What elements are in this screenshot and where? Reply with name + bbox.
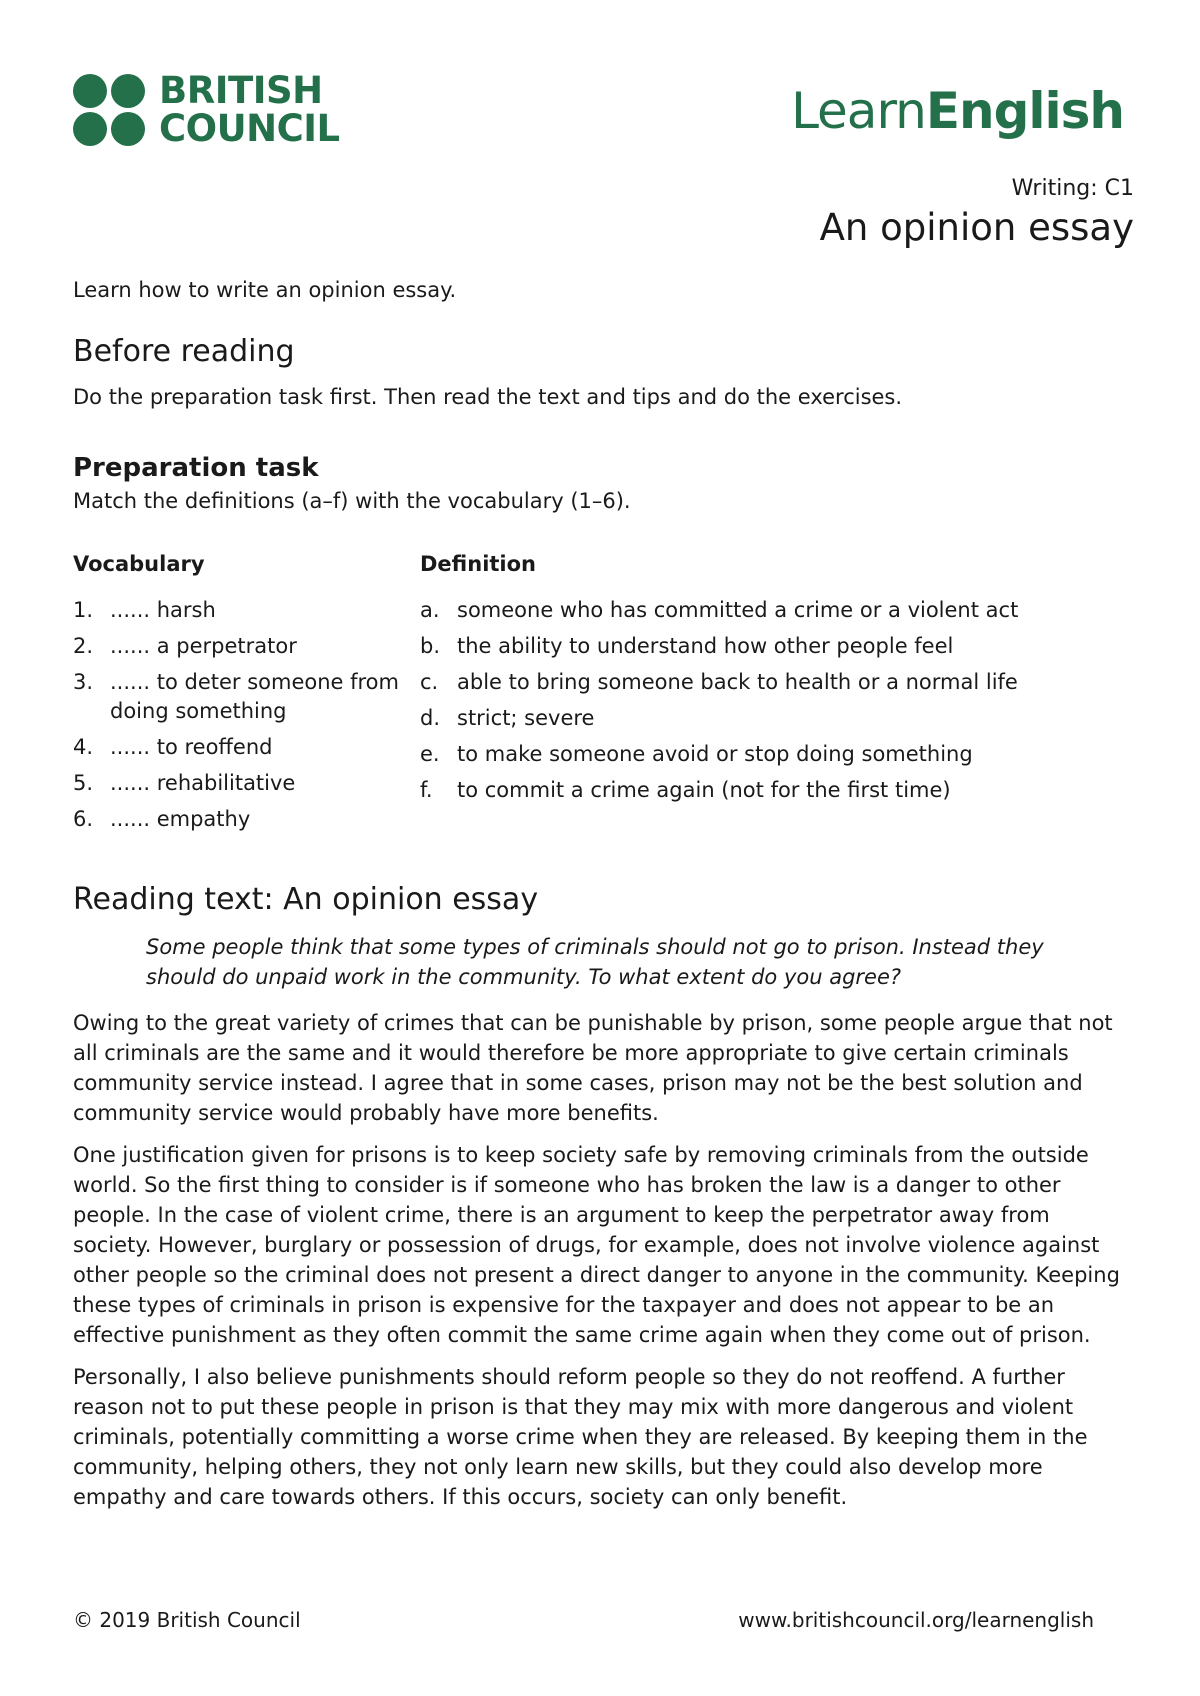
footer-url: www.britishcouncil.org/learnenglish bbox=[738, 1608, 1094, 1632]
definition-item: a. someone who has committed a crime or a violent act bbox=[420, 598, 1019, 622]
british-council-dots-icon bbox=[73, 74, 145, 146]
vocab-item: 1. ...... harsh bbox=[73, 598, 216, 622]
definition-item: d. strict; severe bbox=[420, 706, 595, 730]
vocab-item: 3. ...... to deter someone from doing something bbox=[73, 670, 399, 723]
essay-body bbox=[73, 1008, 1133, 1524]
essay-paragraph: One justification given for prisons is to keep society safe by removing criminals from the outside world. So the first thing to consider is if someone who has broken the law is a danger to other people. In the case of violent crime, there is an argument to keep the perpetrator away from society. However, burglary or possession of drugs, for example, does not involve violence against other people so the criminal does not present a direct danger to anyone in the community. Keeping these types of criminals in prison is expensive for the taxpayer and does not appear to be an effective punishment as they often commit the same crime again when they come out of prison. bbox=[73, 1143, 1120, 1347]
vocab-item: 2. ...... a perpetrator bbox=[73, 634, 297, 658]
footer-copyright: © 2019 British Council bbox=[73, 1608, 301, 1632]
page-title: An opinion essay bbox=[819, 206, 1134, 249]
essay-paragraph: Personally, I also believe punishments should reform people so they do not reoffend. A further reason not to put these people in prison is that they may mix with more dangerous and violent criminals, potentially committing a worse crime when they are released. By keeping them in the community, helping others, they not only learn new skills, but they could also develop more empathy and care towards others. If this occurs, society can only benefit. bbox=[73, 1365, 1088, 1509]
vocab-item: 6. ...... empathy bbox=[73, 807, 251, 831]
british-council-logo bbox=[73, 69, 340, 152]
vocabulary-list bbox=[73, 596, 403, 841]
essay-paragraph: Owing to the great variety of crimes that can be punishable by prison, some people argue that not all criminals are the same and it would therefore be more appropriate to give certain criminals community service instead. I agree that in some cases, prison may not be the best solution and community service would probably have more benefits. bbox=[73, 1011, 1113, 1125]
vocab-item: 5. ...... rehabilitative bbox=[73, 771, 296, 795]
definition-item: b. the ability to understand how other people feel bbox=[420, 634, 954, 658]
before-reading-heading: Before reading bbox=[73, 334, 295, 369]
level-label: Writing: C1 bbox=[1011, 176, 1134, 201]
vocab-item: 4. ...... to reoffend bbox=[73, 735, 273, 759]
learnenglish-logo: LearnEnglish bbox=[791, 82, 1124, 140]
preparation-heading: Preparation task bbox=[73, 453, 319, 483]
vocabulary-heading: Vocabulary bbox=[73, 552, 205, 576]
preparation-instruction: Match the definitions (a–f) with the vocabulary (1–6). bbox=[73, 489, 631, 513]
definition-list bbox=[420, 596, 1120, 812]
reading-heading: Reading text: An opinion essay bbox=[73, 882, 539, 917]
definition-item: f. to commit a crime again (not for the first time) bbox=[420, 778, 951, 802]
british-council-wordmark: BRITISH COUNCIL bbox=[159, 69, 340, 150]
intro-text: Learn how to write an opinion essay. bbox=[73, 278, 457, 302]
definition-item: c. able to bring someone back to health or a normal life bbox=[420, 670, 1018, 694]
essay-prompt: Some people think that some types of criminals should not go to prison. Instead they should do unpaid work in the community. To what extent do you agree? bbox=[146, 935, 1044, 989]
definition-item: e. to make someone avoid or stop doing something bbox=[420, 742, 973, 766]
definition-heading: Definition bbox=[420, 552, 537, 576]
before-reading-text: Do the preparation task first. Then read the text and tips and do the exercises. bbox=[73, 385, 903, 409]
